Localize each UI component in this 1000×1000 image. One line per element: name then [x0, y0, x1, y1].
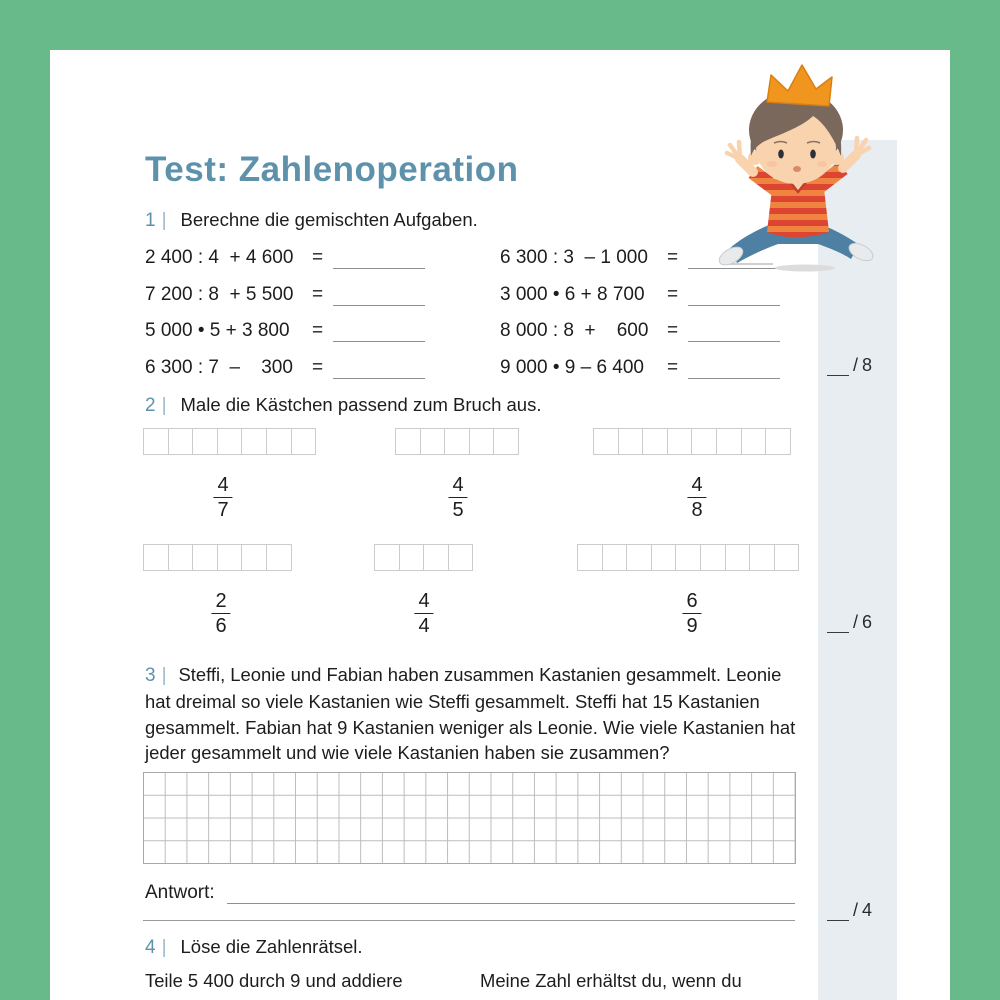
fraction-boxes	[143, 544, 292, 571]
answer-blank[interactable]	[333, 361, 425, 379]
answer-row	[145, 882, 795, 904]
numerator: 6	[682, 590, 701, 614]
answer-blank[interactable]	[333, 288, 425, 306]
math-problem	[145, 282, 425, 306]
fraction-cell[interactable]	[716, 428, 742, 455]
fraction-cell[interactable]	[493, 428, 519, 455]
task1-header	[145, 209, 478, 232]
fraction-cell[interactable]	[700, 544, 726, 571]
fraction-cell[interactable]	[192, 544, 218, 571]
answer-blank[interactable]	[688, 288, 780, 306]
numerator: 4	[687, 474, 706, 498]
answer-blank[interactable]	[688, 361, 780, 379]
equals-sign: =	[667, 320, 679, 341]
denominator: 4	[418, 615, 430, 637]
fraction-cell[interactable]	[667, 428, 693, 455]
fraction	[448, 474, 467, 522]
expression: 3 000 • 6 + 8 700	[500, 283, 645, 305]
equals-sign: =	[667, 247, 679, 268]
fraction	[682, 590, 701, 638]
fraction-cell[interactable]	[602, 544, 628, 571]
answer-line-2[interactable]	[143, 902, 795, 921]
expression: 7 200 : 8 + 5 500	[145, 283, 294, 305]
score-slash: /	[853, 612, 859, 632]
fraction-cell[interactable]	[651, 544, 677, 571]
math-problem	[145, 355, 425, 379]
fraction-cell[interactable]	[168, 544, 194, 571]
jumping-boy-illustration	[716, 60, 878, 272]
equals-sign: =	[312, 283, 324, 305]
answer-label: Antwort:	[145, 882, 215, 903]
score-blank[interactable]	[827, 906, 849, 921]
fraction-cell[interactable]	[192, 428, 218, 455]
fraction-cell[interactable]	[266, 544, 292, 571]
fraction-cell[interactable]	[217, 428, 243, 455]
worksheet-page	[50, 50, 950, 1000]
fraction	[414, 590, 433, 638]
denominator: 5	[452, 499, 464, 521]
score-slash: /	[853, 900, 859, 920]
equals-sign: =	[312, 356, 324, 378]
denominator: 6	[215, 615, 227, 637]
denominator: 8	[691, 499, 703, 521]
task2-label: Male die Kästchen passend zum Bruch aus.	[180, 394, 542, 415]
fraction-cell[interactable]	[725, 544, 751, 571]
fraction-cell[interactable]	[642, 428, 668, 455]
answer-blank[interactable]	[333, 251, 425, 269]
equals-sign: =	[312, 247, 324, 268]
equals-sign: =	[312, 320, 324, 341]
fraction-cell[interactable]	[395, 428, 421, 455]
fraction-cell[interactable]	[291, 428, 317, 455]
numerator: 4	[414, 590, 433, 614]
fraction	[687, 474, 706, 522]
fraction-cell[interactable]	[241, 428, 267, 455]
math-problem	[145, 245, 425, 269]
fraction-cell[interactable]	[448, 544, 474, 571]
task2-number: 2	[145, 395, 156, 416]
task3-word-problem	[145, 662, 807, 766]
score-blank[interactable]	[827, 618, 849, 633]
task-divider: |	[161, 937, 167, 958]
numerator: 4	[448, 474, 467, 498]
fraction-cell[interactable]	[241, 544, 267, 571]
fraction-cell[interactable]	[765, 428, 791, 455]
task3-score-field	[827, 900, 872, 921]
fraction-boxes	[143, 428, 316, 455]
task1-number: 1	[145, 210, 156, 231]
task2-score-field	[827, 612, 872, 633]
expression: 2 400 : 4 + 4 600	[145, 247, 294, 268]
fraction-cell[interactable]	[469, 428, 495, 455]
equals-sign: =	[667, 356, 679, 378]
equals-sign: =	[667, 283, 679, 305]
fraction-cell[interactable]	[626, 544, 652, 571]
fraction-cell[interactable]	[143, 544, 169, 571]
fraction-cell[interactable]	[217, 544, 243, 571]
numerator: 4	[213, 474, 232, 498]
task4-riddle-right: Meine Zahl erhältst du, wenn du	[480, 970, 742, 991]
fraction-cell[interactable]	[741, 428, 767, 455]
fraction-cell[interactable]	[399, 544, 425, 571]
fraction-cell[interactable]	[577, 544, 603, 571]
task1-score-max: 8	[862, 355, 873, 375]
task1-score-field	[827, 355, 872, 376]
expression: 6 300 : 3 – 1 000	[500, 247, 648, 268]
answer-blank[interactable]	[333, 324, 425, 342]
math-problem	[500, 355, 780, 379]
fraction	[211, 590, 230, 638]
fraction-cell[interactable]	[749, 544, 775, 571]
fraction-cell[interactable]	[420, 428, 446, 455]
task3-score-max: 4	[862, 900, 873, 920]
fraction-cell[interactable]	[266, 428, 292, 455]
fraction-cell[interactable]	[691, 428, 717, 455]
task3-number: 3	[145, 665, 156, 686]
task-divider: |	[161, 210, 167, 231]
fraction-cell[interactable]	[423, 544, 449, 571]
fraction-cell[interactable]	[593, 428, 619, 455]
score-blank[interactable]	[827, 361, 849, 376]
expression: 6 300 : 7 – 300	[145, 356, 293, 378]
page-title: Test: Zahlenoperation	[145, 150, 519, 189]
task4-label: Löse die Zahlenrätsel.	[180, 936, 363, 957]
task4-riddle-left: Teile 5 400 durch 9 und addiere	[145, 970, 403, 991]
working-grid[interactable]	[143, 772, 796, 864]
score-slash: /	[853, 355, 859, 375]
answer-blank[interactable]	[688, 324, 780, 342]
fraction-cell[interactable]	[774, 544, 800, 571]
fraction-boxes	[374, 544, 473, 571]
problems-left-column	[145, 245, 425, 379]
math-problem	[145, 318, 425, 342]
denominator: 9	[686, 615, 698, 637]
task3-text: Steffi, Leonie und Fabian haben zusammen Kastanien gesammelt. Leonie hat dreimal so viele Kastanien wie Steffi gesammelt. Steffi hat 15 Kastanien gesammelt. Fabian hat 9 Kastanien weniger als Leonie. Wie viele Kastanien hat jeder gesammelt und wie viele Kastanien haben sie zusammen?	[145, 664, 796, 764]
expression: 5 000 • 5 + 3 800	[145, 320, 290, 341]
numerator: 2	[211, 590, 230, 614]
fraction-cell[interactable]	[168, 428, 194, 455]
fraction-boxes	[593, 428, 791, 455]
crown	[767, 65, 832, 106]
expression: 8 000 : 8 + 600	[500, 320, 649, 341]
task4-number: 4	[145, 937, 156, 958]
fraction	[213, 474, 232, 522]
fraction-boxes	[395, 428, 519, 455]
task2-header	[145, 394, 541, 417]
task2-score-max: 6	[862, 612, 873, 632]
expression: 9 000 • 9 – 6 400	[500, 356, 644, 378]
task1-label: Berechne die gemischten Aufgaben.	[180, 209, 478, 230]
fraction-cell[interactable]	[618, 428, 644, 455]
fraction-cell[interactable]	[675, 544, 701, 571]
fraction-boxes	[577, 544, 799, 571]
fraction-cell[interactable]	[374, 544, 400, 571]
task-divider: |	[161, 665, 167, 686]
fraction-cell[interactable]	[444, 428, 470, 455]
shadow-ellipse	[775, 265, 835, 272]
math-problem	[500, 282, 780, 306]
task-divider: |	[161, 395, 167, 416]
denominator: 7	[217, 499, 229, 521]
math-problem	[500, 318, 780, 342]
task4-header	[145, 936, 363, 959]
fraction-cell[interactable]	[143, 428, 169, 455]
